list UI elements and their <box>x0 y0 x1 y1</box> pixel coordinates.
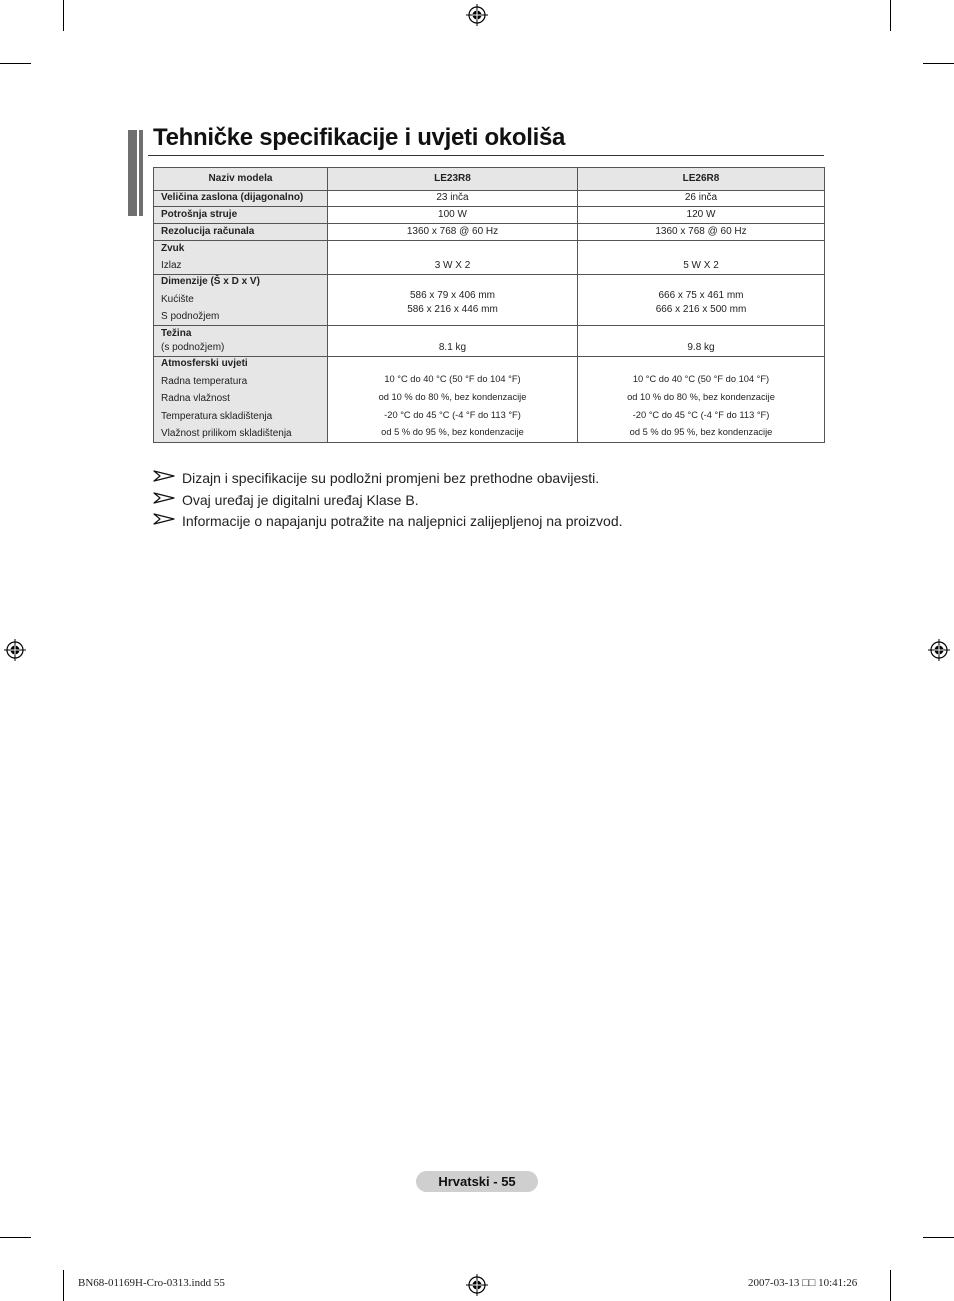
cell-value-group <box>578 357 825 443</box>
table-row <box>154 326 825 357</box>
crop-mark <box>63 0 64 31</box>
title-accent-bar <box>139 130 143 216</box>
row-label: Veličina zaslona (dijagonalno) <box>154 191 328 207</box>
notes-list <box>153 468 833 533</box>
cell-value: 666 x 75 x 461 mm <box>658 289 744 301</box>
cell-value: 666 x 216 x 500 mm <box>655 304 747 315</box>
cell-value: 9.8 kg <box>578 326 825 357</box>
cell-value: 586 x 216 x 446 mm <box>407 304 498 315</box>
cell-value: od 5 % do 95 %, bez kondenzacije <box>381 427 524 438</box>
cell-value: 100 W <box>328 207 578 224</box>
row-label: Dimenzije (Š x D x V) <box>161 276 260 288</box>
row-sublabel: Temperatura skladištenja <box>161 410 273 422</box>
crop-mark <box>890 1270 891 1301</box>
cell-value: 8.1 kg <box>328 326 578 357</box>
table-row <box>154 357 825 443</box>
row-label: Potrošnja struje <box>154 207 328 224</box>
title-accent-bar <box>128 130 137 216</box>
note-item <box>153 468 833 490</box>
crop-mark <box>923 63 954 64</box>
table-header-row <box>154 168 825 191</box>
row-sublabel: Radna vlažnost <box>161 393 230 405</box>
cell-value: 10 °C do 40 °C (50 °F do 104 °F) <box>632 374 770 385</box>
row-sublabel: Izlaz <box>161 260 182 271</box>
row-sublabel: Radna temperatura <box>161 375 248 387</box>
note-text: Dizajn i specifikacije su podložni promjeni bez prethodne obavijesti. <box>182 470 600 486</box>
note-text: Informacije o napajanju potražite na naljepnici zalijepljenoj na proizvod. <box>182 513 623 529</box>
cell-value: 1360 x 768 @ 60 Hz <box>578 224 825 241</box>
table-row <box>154 275 825 326</box>
cell-value: 26 inča <box>578 191 825 207</box>
header-label: Naziv modela <box>154 168 328 191</box>
row-label-group <box>154 357 328 443</box>
note-arrow-icon <box>153 491 175 505</box>
page-title: Tehničke specifikacije i uvjeti okoliša <box>153 124 566 151</box>
cell-value: 5 W X 2 <box>578 241 825 275</box>
header-model-b: LE26R8 <box>578 168 825 191</box>
registration-mark-icon <box>4 639 26 661</box>
table-row <box>154 207 825 224</box>
registration-mark-icon <box>466 1274 488 1296</box>
print-slug-date: 2007-03-13 □□ 10:41:26 <box>748 1277 858 1289</box>
header-model-a: LE23R8 <box>328 168 578 191</box>
cell-value: od 5 % do 95 %, bez kondenzacije <box>629 427 773 438</box>
cell-value: -20 °C do 45 °C (-4 °F do 113 °F) <box>384 409 521 420</box>
row-label: Rezolucija računala <box>154 224 328 241</box>
registration-mark-icon <box>466 4 488 26</box>
title-divider <box>148 155 824 156</box>
cell-value-group <box>328 275 578 326</box>
cell-value: 1360 x 768 @ 60 Hz <box>328 224 578 241</box>
cell-value: 10 °C do 40 °C (50 °F do 104 °F) <box>384 374 521 385</box>
cell-value: od 10 % do 80 %, bez kondenzacije <box>627 391 775 402</box>
crop-mark <box>890 0 891 31</box>
crop-mark <box>63 1270 64 1301</box>
row-sublabel: Kućište <box>161 293 194 305</box>
row-label: Težina <box>161 328 192 339</box>
cell-value: 586 x 79 x 406 mm <box>409 289 496 301</box>
cell-value: od 10 % do 80 %, bez kondenzacije <box>378 391 527 402</box>
cell-value: 23 inča <box>328 191 578 207</box>
note-text: Ovaj uređaj je digitalni uređaj Klase B. <box>182 491 419 508</box>
row-sublabel: Vlažnost prilikom skladištenja <box>161 428 292 440</box>
table-row <box>154 224 825 241</box>
crop-mark <box>0 1237 31 1238</box>
crop-mark <box>923 1237 954 1238</box>
note-item <box>153 511 833 533</box>
table-row <box>154 241 825 275</box>
note-item <box>153 490 833 512</box>
spec-table <box>153 167 825 443</box>
row-sublabel: S podnožjem <box>161 311 220 323</box>
note-arrow-icon <box>153 512 175 526</box>
cell-value: 120 W <box>578 207 825 224</box>
row-label: Zvuk <box>161 242 185 254</box>
cell-value: -20 °C do 45 °C (-4 °F do 113 °F) <box>632 409 770 420</box>
row-label: Atmosferski uvjeti <box>161 358 248 370</box>
page-number-badge: Hrvatski - 55 <box>416 1171 538 1192</box>
print-slug-file: BN68-01169H-Cro-0313.indd 55 <box>78 1277 225 1289</box>
registration-mark-icon <box>928 639 950 661</box>
row-label-group <box>154 326 328 357</box>
cell-value: 3 W X 2 <box>328 241 578 275</box>
cell-value-group <box>578 275 825 326</box>
row-sublabel: (s podnožjem) <box>161 341 225 353</box>
crop-mark <box>0 63 31 64</box>
table-row <box>154 191 825 207</box>
row-label-group <box>154 275 328 326</box>
cell-value-group <box>328 357 578 443</box>
row-label-group <box>154 241 328 275</box>
note-arrow-icon <box>153 469 175 483</box>
